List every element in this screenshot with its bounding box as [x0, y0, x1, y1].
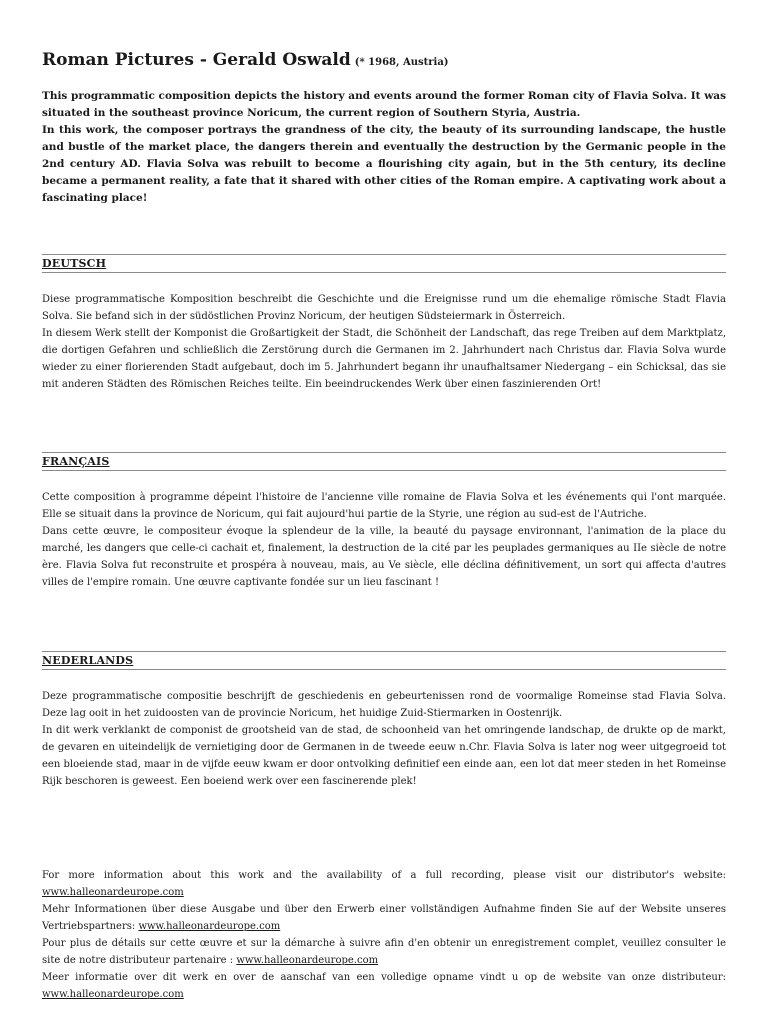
- title-row: [42, 50, 449, 70]
- intro-paragraph-2: In this work, the composer portrays the grandness of the city, the beauty of its surrounding landscape, the hustle and bustle of the market place, the dangers therein and eventually the destruction by the Germanic people in the 2nd century AD. Flavia Solva was rebuilt to become a flourishing city again, but in the 5th century, its decline became a permanent reality, a fate that it shared with other cities of the Roman empire. A captivating work about a fascinating place!: [42, 124, 726, 204]
- section-paragraph-2: Dans cette œuvre, le compositeur évoque la splendeur de la ville, la beauté du paysage environnant, l'animation de la place du marché, les dangers que celle-ci cachait et, finalement, la destruction de la cité par les peuplades germaniques au IIe siècle de notre ère. Flavia Solva fut reconstruite et prospéra à nouveau, mais, au Ve siècle, elle déclina définitivement, un sort qui affecta d'autres villes de l'empire romain. Une œuvre captivante fondée sur un lieu fascinant !: [42, 526, 726, 588]
- footer-french: [42, 935, 726, 969]
- distributor-link-nl[interactable]: www.halleonardeurope.com: [42, 989, 184, 1000]
- footer-german: [42, 901, 726, 935]
- section-rule-bottom: [42, 669, 726, 670]
- intro-paragraph-1: This programmatic composition depicts the history and events around the former Roman city of Flavia Solva. It was situated in the southeast province Noricum, the current region of Southern Styria, Austria.: [42, 90, 726, 119]
- distributor-info: [42, 867, 726, 1003]
- footer-dutch: [42, 969, 726, 1003]
- section-body: [42, 489, 726, 591]
- section-heading: FRANÇAIS: [42, 455, 110, 468]
- footer-french-text: Pour plus de détails sur cette œuvre et sur la démarche à suivre afin d'en obtenir un enregistrement complet, veuillez consulter le site de notre distributeur partenaire :: [42, 938, 726, 966]
- section-rule-bottom: [42, 470, 726, 471]
- section-francais: [42, 452, 726, 591]
- page-title: Roman Pictures - Gerald Oswald: [42, 50, 351, 70]
- section-deutsch: [42, 254, 726, 393]
- section-nederlands: [42, 651, 726, 790]
- composer-dates: (* 1968, Austria): [354, 57, 449, 68]
- section-heading: NEDERLANDS: [42, 654, 134, 667]
- section-paragraph-2: In dit werk verklankt de componist de grootsheid van de stad, de schoonheid van het omringende landschap, de drukte op de markt, de gevaren en uiteindelijk de vernietiging door de Germanen in de tweede eeuw n.Chr. Flavia Solva is later nog weer uitgegroeid tot een bloeiende stad, maar in de vijfde eeuw kwam er door ontvolking definitief een einde aan, een lot dat meer steden in het Romeinse Rijk beschoren is geweest. Een boeiend werk over een fascinerende plek!: [42, 725, 726, 787]
- distributor-link-fr[interactable]: www.halleonardeurope.com: [236, 955, 379, 966]
- section-heading: DEUTSCH: [42, 257, 107, 270]
- footer-english-text: For more information about this work and the availability of a full recording, please visit our distributor's website:: [42, 870, 726, 881]
- footer-dutch-text: Meer informatie over dit werk en over de aanschaf van een volledige opname vindt u op de website van onze distributeur:: [42, 972, 726, 983]
- section-paragraph-1: Cette composition à programme dépeint l'histoire de l'ancienne ville romaine de Flavia Solva et les événements qui l'ont marquée. Elle se situait dans la province de Noricum, qui fait aujourd'hui partie de la Styrie, une région au sud-est de l'Autriche.: [42, 492, 726, 520]
- footer-english: [42, 867, 726, 901]
- section-body: [42, 688, 726, 790]
- section-paragraph-2: In diesem Werk stellt der Komponist die Großartigkeit der Stadt, die Schönheit der Landschaft, das rege Treiben auf dem Marktplatz, die dortigen Gefahren und schließlich die Zerstörung durch die Germanen im 2. Jahrhundert nach Christus dar. Flavia Solva wurde wieder zu einer florierenden Stadt aufgebaut, doch im 5. Jahrhundert begann ihr unaufhaltsamer Niedergang – ein Schicksal, das sie mit anderen Städten des Römischen Reiches teilte. Ein beeindruckendes Werk über einen faszinierenden Ort!: [42, 328, 726, 390]
- distributor-link-en[interactable]: www.halleonardeurope.com: [42, 887, 184, 898]
- section-paragraph-1: Diese programmatische Komposition beschreibt die Geschichte und die Ereignisse rund um die ehemalige römische Stadt Flavia Solva. Sie befand sich in der südöstlichen Provinz Noricum, der heutigen Südsteiermark in Österreich.: [42, 294, 726, 322]
- distributor-link-de[interactable]: www.halleonardeurope.com: [138, 921, 281, 932]
- english-description: [42, 88, 726, 207]
- section-body: [42, 291, 726, 393]
- section-rule-bottom: [42, 272, 726, 273]
- section-paragraph-1: Deze programmatische compositie beschrijft de geschiedenis en gebeurtenissen rond de voormalige Romeinse stad Flavia Solva. Deze lag ooit in het zuidoosten van de provincie Noricum, het huidige Zuid-Stiermarken in Oostenrijk.: [42, 691, 726, 719]
- footer-german-text: Mehr Informationen über diese Ausgabe und über den Erwerb einer vollständigen Aufnahme finden Sie auf der Website unseres Vertriebspartners:: [42, 904, 726, 932]
